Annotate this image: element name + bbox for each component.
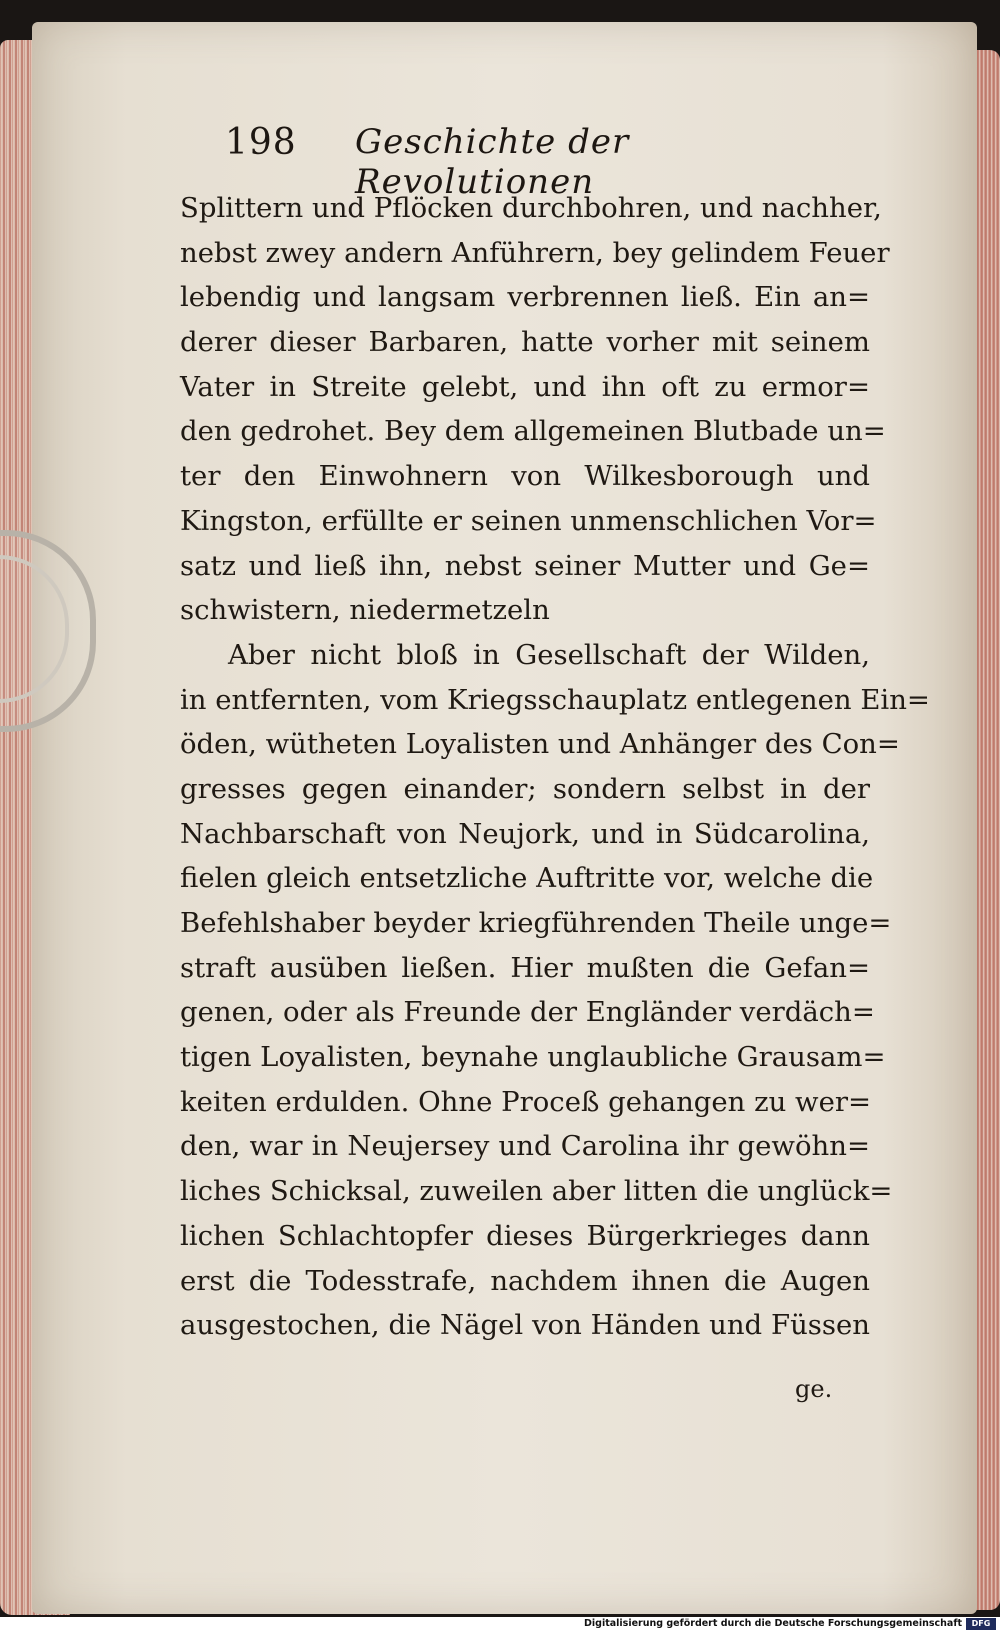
- text-line: fielen gleich entsetzliche Auftritte vor, welche die: [180, 862, 874, 895]
- text-line: straft ausüben ließen. Hier mußten die Gefan=: [180, 951, 870, 984]
- paragraph-start-line: Aber nicht bloß in Gesellschaft der Wilden,: [228, 638, 870, 671]
- text-line: erst die Todesstrafe, nachdem ihnen die Augen: [180, 1264, 870, 1297]
- text-line: keiten erdulden. Ohne Proceß gehangen zu wer=: [180, 1085, 872, 1118]
- text-line: Kingston, erfüllte er seinen unmenschlichen Vor=: [180, 504, 877, 537]
- text-line: genen, oder als Freunde der Engländer verdäch=: [180, 996, 875, 1029]
- footer-bar: [0, 1617, 1000, 1631]
- text-line: lebendig und langsam verbrennen ließ. Ein an=: [180, 281, 870, 314]
- body-text: [180, 186, 930, 1348]
- page-number: 198: [225, 122, 297, 163]
- text-line: Vater in Streite gelebt, und ihn oft zu ermor=: [180, 370, 870, 403]
- text-line: Nachbarschaft von Neujork, und in Südcarolina,: [180, 817, 870, 850]
- text-line: tigen Loyalisten, beynahe unglaubliche Grausam=: [180, 1041, 886, 1074]
- text-line: öden, wütheten Loyalisten und Anhänger des Con=: [180, 728, 900, 761]
- text-line: Splittern und Pflöcken durchbohren, und nachher,: [180, 192, 882, 224]
- catchword: ge.: [795, 1375, 833, 1403]
- text-line: in entfernten, vom Kriegsschauplatz entlegenen Ein=: [180, 683, 930, 716]
- funding-credit: Digitalisierung gefördert durch die Deutsche Forschungsgemeinschaft: [584, 1618, 962, 1629]
- text-line: den gedrohet. Bey dem allgemeinen Blutbade un=: [180, 415, 886, 448]
- text-line: liches Schicksal, zuweilen aber litten die unglück=: [180, 1175, 893, 1208]
- text-line: ausgestochen, die Nägel von Händen und Füssen: [180, 1309, 870, 1342]
- text-line: den, war in Neujersey und Carolina ihr gewöhn=: [180, 1130, 870, 1163]
- text-line: satz und ließ ihn, nebst seiner Mutter und Ge=: [180, 549, 870, 582]
- text-line: gresses gegen einander; sondern selbst in der: [180, 772, 870, 805]
- text-line: schwistern, niedermetzeln: [180, 594, 550, 627]
- running-title: Geschichte der Revolutionen: [355, 122, 630, 202]
- page-header: [225, 122, 785, 202]
- dfg-logo: DFG: [966, 1618, 996, 1630]
- text-line: Befehlshaber beyder kriegführenden Theile unge=: [180, 907, 892, 939]
- text-line: derer dieser Barbaren, hatte vorher mit seinem: [180, 326, 870, 359]
- text-line: ter den Einwohnern von Wilkesborough und: [180, 460, 870, 493]
- text-line: nebst zwey andern Anführern, bey gelindem Feuer: [180, 236, 890, 269]
- text-line: lichen Schlachtopfer dieses Bürgerkrieges dann: [180, 1219, 870, 1252]
